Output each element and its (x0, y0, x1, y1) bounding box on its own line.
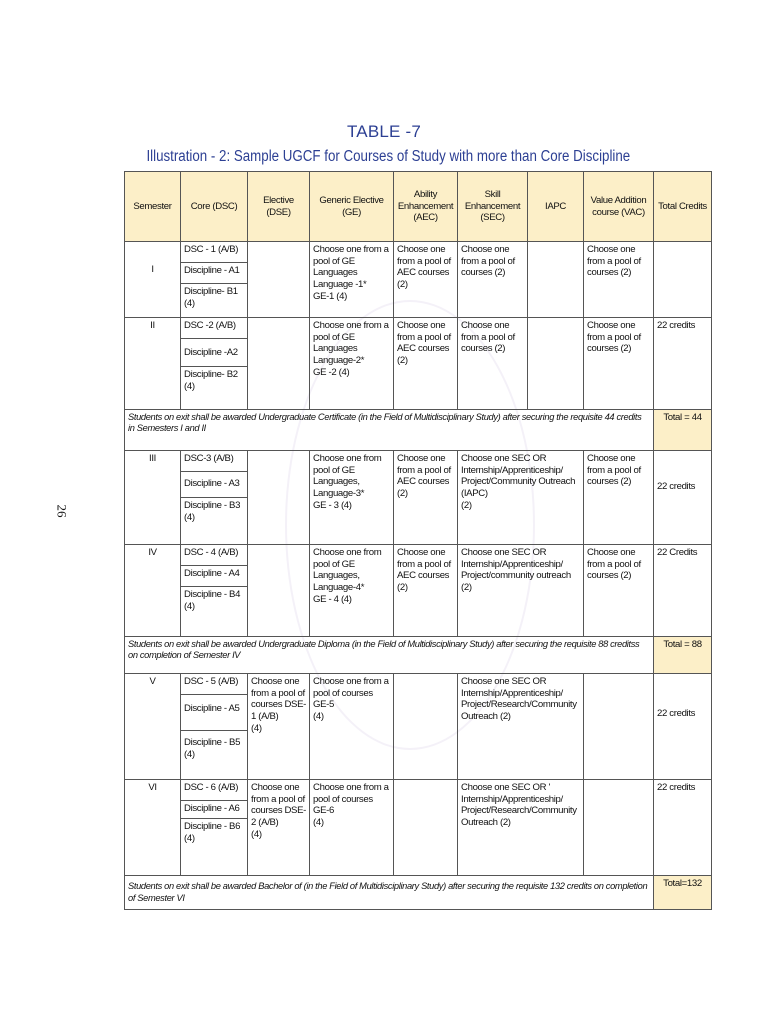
total-cell (654, 451, 712, 545)
exit-note: Students on exit shall be awarded Undergraduate Diploma (in the Field of Multidisciplinary Study) after securing the requisite 88 creditss on completion of Semester IV (125, 637, 654, 674)
ugcf-table (124, 171, 712, 910)
semester-cell: VI (125, 780, 181, 876)
aec-cell: Choose one from a pool of AEC courses (2) (394, 242, 458, 318)
col-ability-enhancement: Ability Enhancement (AEC) (394, 172, 458, 242)
dse-cell (248, 242, 310, 318)
col-skill-enhancement: Skill Enhancement (SEC) (458, 172, 528, 242)
table-subtitle: Illustration - 2: Sample UGCF for Courses of Study with more than Core Discipline (146, 148, 631, 165)
core-item: Discipline - B3 (4) (184, 500, 241, 523)
semester-cell: II (125, 318, 181, 410)
core-item: Discipline -A2 (181, 339, 247, 367)
total-badge: Total = 44 (654, 410, 712, 451)
core-item: Discipline - A1 (181, 263, 247, 284)
sec-cell: Choose one from a pool of courses (2) (458, 242, 528, 318)
exit-row (125, 876, 712, 910)
dse-cell (248, 451, 310, 545)
table-row (125, 674, 712, 780)
vac-cell: Choose one from a pool of courses (2) (584, 451, 654, 545)
core-item: Discipline - B5 (4) (184, 737, 241, 760)
semester-label: I (151, 264, 154, 275)
ge-cell: Choose one from a pool of courses GE-6 (4) (310, 780, 394, 876)
core-item: Discipline - A5 (181, 695, 247, 731)
dse-cell (248, 318, 310, 410)
total-cell: 22 credits (654, 780, 712, 876)
total-badge: Total=132 (654, 876, 712, 910)
sec-iapc-cell: Choose one SEC OR Internship/Apprenticeship/ Project/Research/Community Outreach (2) (458, 674, 584, 780)
col-value-addition: Value Addition course (VAC) (584, 172, 654, 242)
page-number: 26 (54, 504, 70, 518)
total-cell (654, 674, 712, 780)
core-item: Discipline - A6 (181, 801, 247, 819)
col-generic-elective: Generic Elective (GE) (310, 172, 394, 242)
semester-cell: III (125, 451, 181, 545)
aec-cell: Choose one from a pool of AEC courses (2) (394, 451, 458, 545)
total-value: 22 credits (657, 708, 696, 719)
ge-cell: Choose one from a pool of courses GE-5 (4) (310, 674, 394, 780)
table-row (125, 242, 712, 318)
iapc-cell (528, 242, 584, 318)
iapc-cell (528, 318, 584, 410)
semester-cell (125, 242, 181, 318)
vac-cell (584, 674, 654, 780)
aec-cell (394, 674, 458, 780)
vac-cell: Choose one from a pool of courses (2) (584, 318, 654, 410)
col-total-credits: Total Credits (654, 172, 712, 242)
core-item: Discipline- B2 (4) (184, 369, 238, 392)
exit-note: Students on exit shall be awarded Bachelor of (in the Field of Multidisciplinary Study) after securing the requisite 132 credits on completion of Semester VI (125, 876, 654, 910)
core-item: DSC - 4 (A/B) (181, 545, 247, 566)
core-cell (181, 242, 248, 318)
ge-cell: Choose one from a pool of GE Languages Language-2* GE -2 (4) (310, 318, 394, 410)
core-item: DSC - 5 (A/B) (181, 674, 247, 695)
core-item: Discipline - A3 (181, 472, 247, 498)
dse-cell: Choose one from a pool of courses DSE-1 (A/B) (4) (248, 674, 310, 780)
exit-row (125, 637, 712, 674)
exit-row (125, 410, 712, 451)
vac-cell: Choose one from a pool of courses (2) (584, 545, 654, 637)
sec-iapc-cell: Choose one SEC OR Internship/Apprenticeship/ Project/community outreach (2) (458, 545, 584, 637)
semester-cell: IV (125, 545, 181, 637)
aec-cell: Choose one from a pool of AEC courses (2) (394, 318, 458, 410)
core-item: DSC -2 (A/B) (181, 318, 247, 339)
core-item: Discipline- B1 (4) (184, 286, 238, 309)
total-badge: Total = 88 (654, 637, 712, 674)
header-row (125, 172, 712, 242)
semester-cell: V (125, 674, 181, 780)
core-cell (181, 545, 248, 637)
core-item: Discipline - B6 (4) (184, 821, 241, 844)
core-item: DSC-3 (A/B) (181, 451, 247, 472)
vac-cell: Choose one from a pool of courses (2) (584, 242, 654, 318)
core-cell (181, 451, 248, 545)
table-row (125, 451, 712, 545)
aec-cell (394, 780, 458, 876)
core-item: Discipline - A4 (181, 566, 247, 587)
total-value: 22 credits (657, 481, 696, 492)
col-semester: Semester (125, 172, 181, 242)
ge-cell: Choose one from pool of GE Languages, Language-3* GE - 3 (4) (310, 451, 394, 545)
core-cell (181, 674, 248, 780)
aec-cell: Choose one from a pool of AEC courses (2) (394, 545, 458, 637)
core-item: DSC - 6 (A/B) (181, 780, 247, 801)
total-cell: 22 credits (654, 318, 712, 410)
core-cell (181, 318, 248, 410)
core-item: DSC - 1 (A/B) (181, 242, 247, 263)
core-cell (181, 780, 248, 876)
vac-cell (584, 780, 654, 876)
table-row (125, 545, 712, 637)
ge-cell: Choose one from pool of GE Languages, Language-4* GE - 4 (4) (310, 545, 394, 637)
total-cell (654, 242, 712, 318)
ge-cell: Choose one from a pool of GE Languages Language -1* GE-1 (4) (310, 242, 394, 318)
exit-note: Students on exit shall be awarded Undergraduate Certificate (in the Field of Multidisciplinary Study) after securing the requisite 44 credits in Semesters I and II (125, 410, 654, 451)
dse-cell (248, 545, 310, 637)
dse-cell: Choose one from a pool of courses DSE-2 (A/B) (4) (248, 780, 310, 876)
col-iapc: IAPC (528, 172, 584, 242)
col-core: Core (DSC) (181, 172, 248, 242)
core-item: Discipline - B4 (4) (184, 589, 241, 612)
sec-iapc-cell: Choose one SEC OR ' Internship/Apprenticeship/ Project/Research/Community Outreach (2) (458, 780, 584, 876)
sec-cell: Choose one from a pool of courses (2) (458, 318, 528, 410)
total-cell: 22 Credits (654, 545, 712, 637)
table-title: TABLE -7 (346, 122, 422, 141)
col-elective: Elective (DSE) (248, 172, 310, 242)
table-row (125, 780, 712, 876)
sec-iapc-cell: Choose one SEC OR Internship/Apprenticeship/ Project/Community Outreach (IAPC) (2) (458, 451, 584, 545)
table-row (125, 318, 712, 410)
